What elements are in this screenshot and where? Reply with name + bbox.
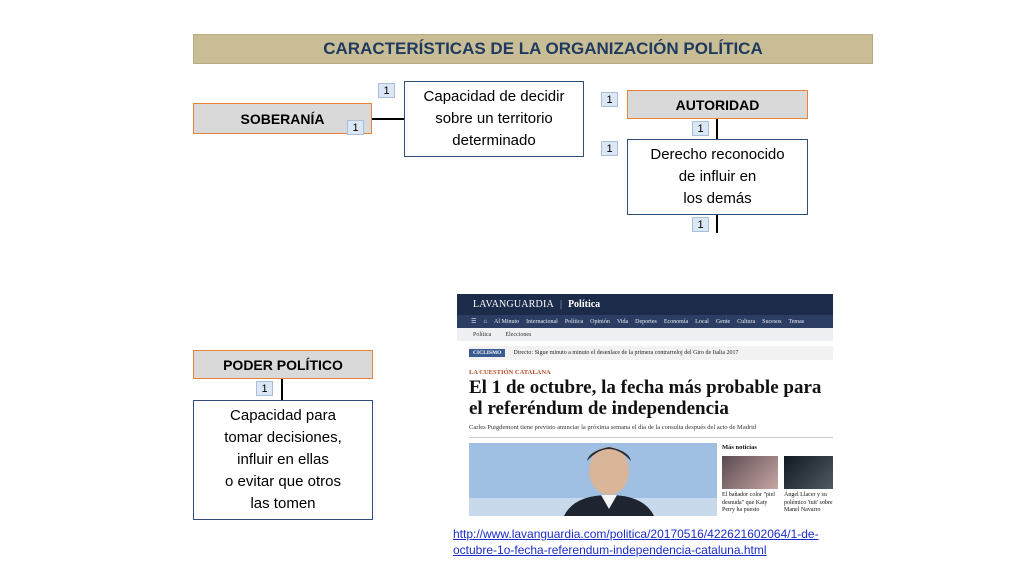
description-autoridad: Derecho reconocido de influir en los demás [627,139,808,215]
nav-item[interactable]: Internacional [526,318,558,325]
nav-item[interactable]: Gente [715,318,731,325]
live-text[interactable]: Directo: Sigue minuto a minuto el desenlace de la primera contrarreloj del Giro de Italia 2017 [513,350,739,356]
news-section: Política [567,299,601,310]
nav-item[interactable]: Vida [616,318,629,325]
news-brand: LAVANGUARDIA [473,299,554,310]
news-screenshot [457,294,833,516]
news-kicker[interactable]: LA CUESTIÓN CATALANA [469,369,551,376]
nav-item[interactable]: Sucesos [762,318,782,325]
nav-item[interactable]: Local [695,318,709,325]
divider [469,437,833,438]
concept-soberania: SOBERANÍA [193,103,372,134]
live-tag: CICLISMO [469,349,505,357]
nav-item[interactable]: Deportes [635,318,657,325]
nav-item[interactable]: Cultura [737,318,756,325]
more-news-item[interactable]: El bañador color "piel desnuda" que Katy Perry ha puesto [722,492,775,513]
nav-item[interactable]: Al Minuto [494,318,520,325]
subnav-item[interactable]: Política [473,331,492,338]
news-photo [469,443,717,516]
counter-badge: 1 [692,121,709,136]
news-thumbnail[interactable] [784,456,833,489]
description-poder-politico: Capacidad para tomar decisiones, influir en ellas o evitar que otros las tomen [193,400,373,520]
description-soberania: Capacidad de decidir sobre un territorio determinado [404,81,584,157]
counter-badge: 1 [601,141,618,156]
divider: | [559,299,562,310]
counter-badge: 1 [378,83,395,98]
subnav-item[interactable]: Elecciones [505,331,532,338]
news-photo-figure [469,443,717,516]
counter-badge: 1 [601,92,618,107]
menu-icon[interactable]: ☰ [471,319,477,325]
counter-badge: 1 [347,120,364,135]
news-thumbnail[interactable] [722,456,778,489]
page-title: CARACTERÍSTICAS DE LA ORGANIZACIÓN POLÍTICA [323,39,763,58]
connector-autoridad-bottom [716,215,718,233]
news-live-ticker[interactable] [469,346,833,360]
news-nav [457,315,833,328]
nav-item[interactable]: Economía [663,318,689,325]
home-icon[interactable]: ⌂ [483,318,487,325]
concept-poder-politico: PODER POLÍTICO [193,350,373,379]
counter-badge: 1 [256,381,273,396]
nav-item[interactable]: Temas [788,318,805,325]
nav-item[interactable]: Política [564,318,584,325]
concept-autoridad: AUTORIDAD [627,90,808,119]
nav-item[interactable]: Opinión [590,318,610,325]
news-headline[interactable]: El 1 de octubre, la fecha más probable para el referéndum de independencia [469,377,822,419]
more-news-title: Más noticias [722,444,757,451]
more-news-item[interactable]: Ángel Llacer y su polémico 'tuit' sobre Manel Navarro [784,492,833,513]
news-subnav [457,328,833,341]
connector-autoridad [716,119,718,139]
source-link[interactable]: http://www.lavanguardia.com/politica/20170516/422621602064/1-de-octubre-1o-fecha-referendum-independencia-cataluna.html [453,527,819,557]
connector-poder [281,379,283,400]
news-topbar [457,294,833,315]
connector-soberania [372,118,404,120]
news-deck: Carles Puigdemont tiene previsto anunciar la próxima semana el día de la consulta después del acto de Madrid [469,424,757,431]
counter-badge: 1 [692,217,709,232]
